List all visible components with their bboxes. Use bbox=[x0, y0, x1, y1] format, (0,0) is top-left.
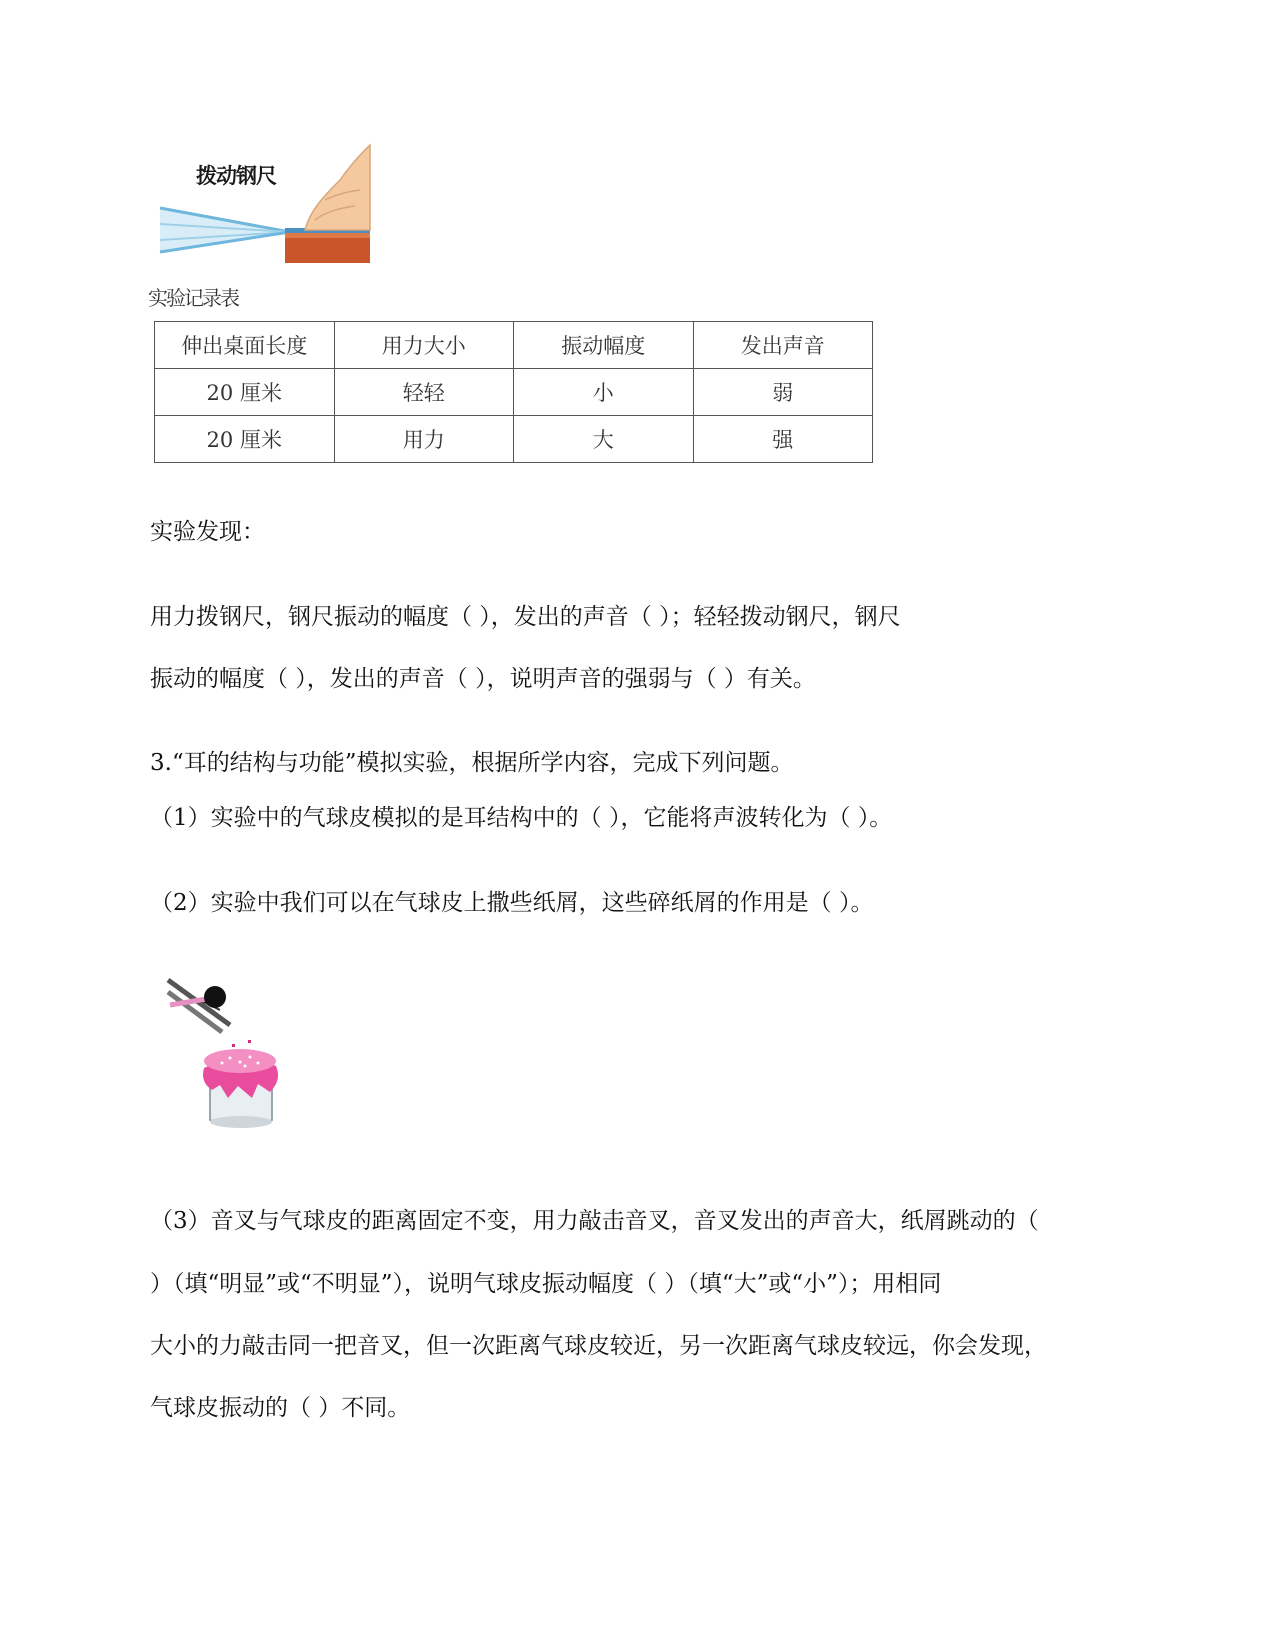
table-row bbox=[155, 416, 873, 463]
table-caption: 实验记录表 bbox=[148, 286, 238, 310]
column-header: 振动幅度 bbox=[514, 322, 694, 369]
table-cell: 小 bbox=[514, 369, 694, 416]
question-3-part-3-line-3: 大小的力敲击同一把音叉，但一次距离气球皮较近，另一次距离气球皮较远，你会发现， bbox=[150, 1333, 1047, 1359]
table-cell: 20 厘米 bbox=[155, 416, 335, 463]
question-3-part-1: （1）实验中的气球皮模拟的是耳结构中的（ ），它能将声波转化为（ ）。 bbox=[150, 805, 893, 831]
finding-line-2: 振动的幅度（ ），发出的声音（ ），说明声音的强弱与（ ）有关。 bbox=[150, 666, 816, 692]
question-3-title: 3.“耳的结构与功能”模拟实验，根据所学内容，完成下列问题。 bbox=[150, 750, 794, 776]
column-header: 用力大小 bbox=[334, 322, 514, 369]
question-3-part-3-line-1: （3）音叉与气球皮的距离固定不变，用力敲击音叉，音叉发出的声音大，纸屑跳动的（ bbox=[150, 1208, 1039, 1234]
column-header: 发出声音 bbox=[693, 322, 873, 369]
table-cell: 强 bbox=[693, 416, 873, 463]
table-cell: 用力 bbox=[334, 416, 514, 463]
table-cell: 20 厘米 bbox=[155, 369, 335, 416]
experiment-record-table bbox=[154, 321, 873, 463]
table-cell: 大 bbox=[514, 416, 694, 463]
question-3-part-2: （2）实验中我们可以在气球皮上撒些纸屑，这些碎纸屑的作用是（ ）。 bbox=[150, 890, 874, 916]
question-3-part-3-line-4: 气球皮振动的（ ）不同。 bbox=[150, 1395, 411, 1421]
table-cell: 弱 bbox=[693, 369, 873, 416]
table-cell: 轻轻 bbox=[334, 369, 514, 416]
figure-title: 拨动钢尺 bbox=[196, 164, 276, 188]
question-3-part-3-line-2: ）（填“明显”或“不明显”），说明气球皮振动幅度（ ）（填“大”或“小”）；用相同 bbox=[150, 1271, 942, 1297]
finding-label: 实验发现： bbox=[150, 519, 265, 545]
column-header: 伸出桌面长度 bbox=[155, 322, 335, 369]
ruler-plucking-illustration bbox=[155, 140, 380, 265]
finding-line-1: 用力拨钢尺，钢尺振动的幅度（ ），发出的声音（ ）；轻轻拨动钢尺，钢尺 bbox=[150, 604, 901, 630]
table-header-row bbox=[155, 322, 873, 369]
table-row bbox=[155, 369, 873, 416]
tuning-fork-jar-illustration bbox=[160, 970, 290, 1135]
